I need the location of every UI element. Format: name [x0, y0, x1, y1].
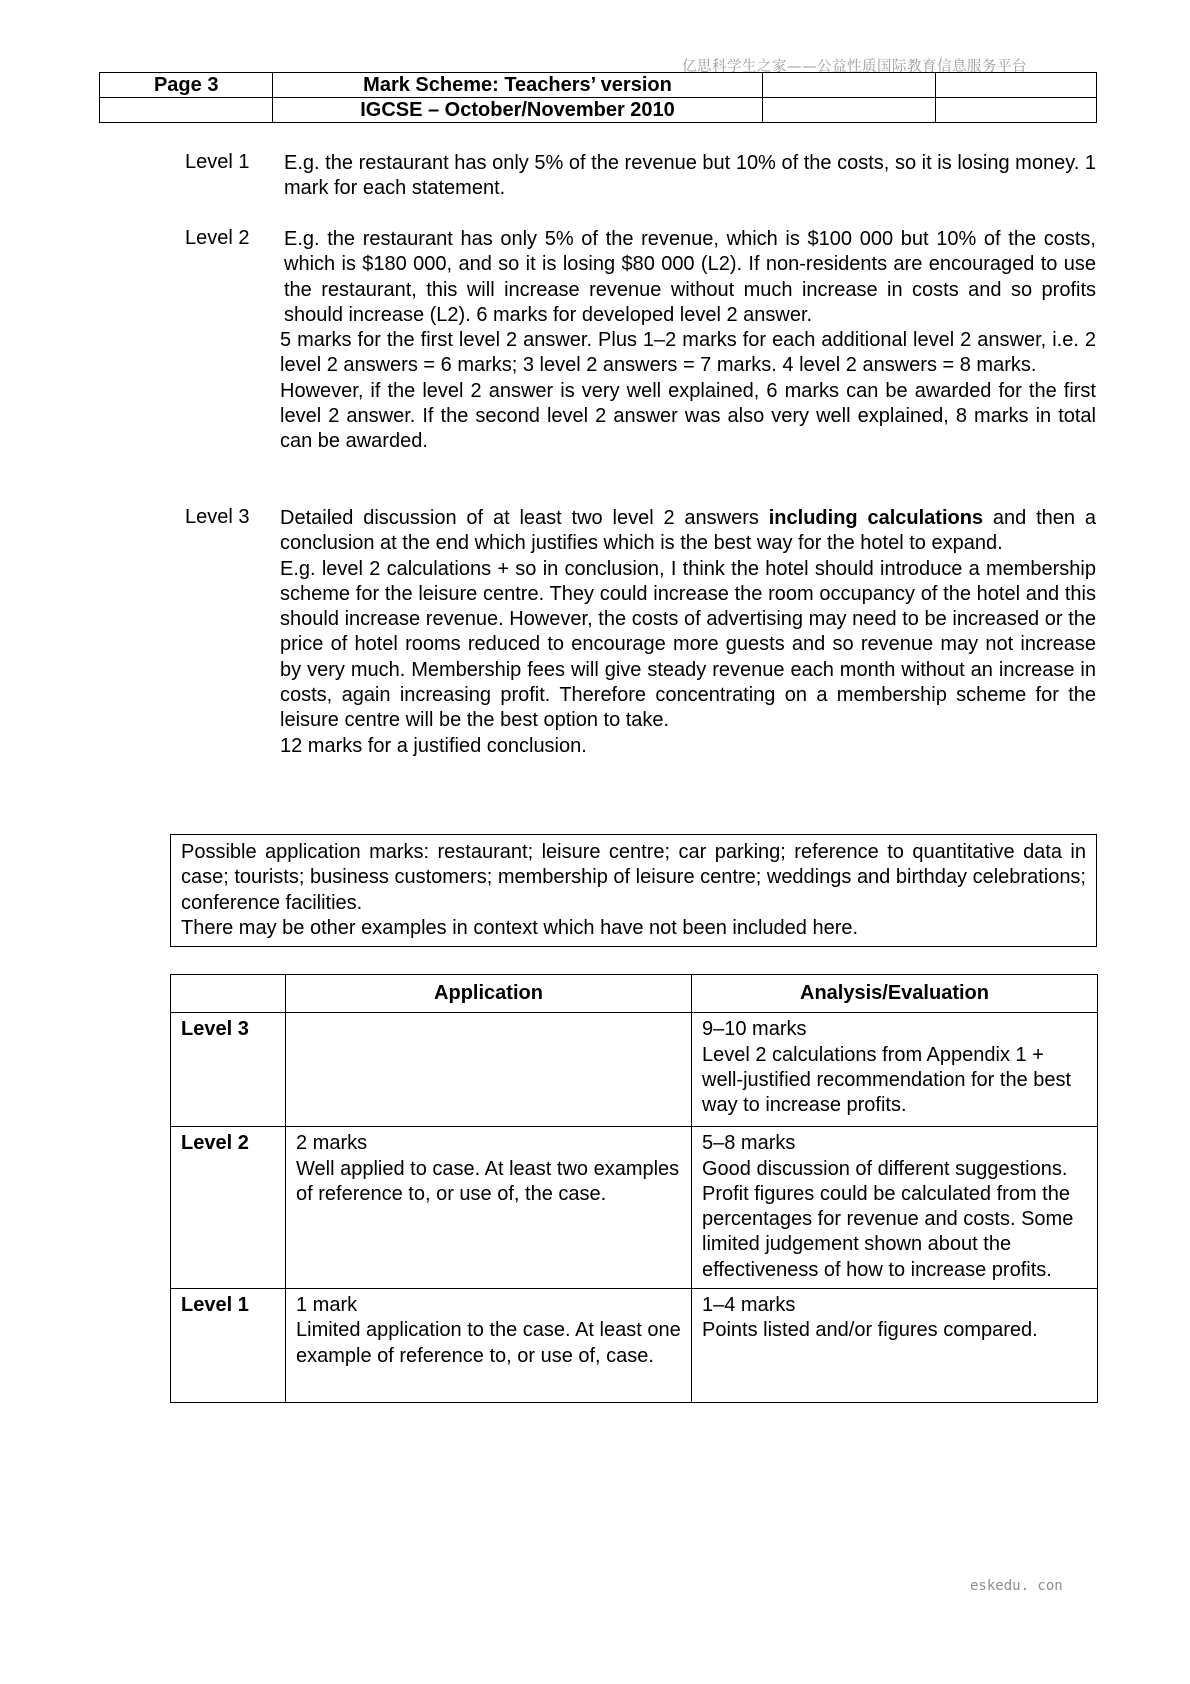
application-l1-marks: 1 mark: [296, 1294, 358, 1317]
header-blank-4: [762, 98, 935, 123]
table-row: [171, 1013, 1098, 1127]
analysis-l1-desc: Points listed and/or figures compared.: [702, 1319, 1038, 1342]
level2-paragraph-3: However, if the level 2 answer is very well explained, 6 marks can be awarded for the first level 2 answer. If the second level 2 answer was also very well explained, 8 marks in total can be awarded.: [280, 379, 1096, 453]
application-l1-desc: Limited application to the case. At least one example of reference to, or use of, case.: [296, 1319, 681, 1367]
header-blank-2: [935, 73, 1096, 98]
level1-label: Level 1: [185, 151, 250, 173]
grid-analysis-level-1: [692, 1289, 1098, 1403]
grid-analysis-level-2: [692, 1127, 1098, 1289]
application-l2-desc: Well applied to case. At least two examples of reference to, or use of, the case.: [296, 1157, 680, 1205]
analysis-l3-marks: 9–10 marks: [702, 1018, 807, 1041]
header-page: Page 3: [100, 73, 273, 98]
table-row: [171, 1289, 1098, 1403]
level3-para1-end: and then a conclusion at the end which justifies which is the best way for the hotel to expand.: [280, 507, 1096, 555]
level1-text: [284, 151, 1096, 202]
level1-paragraph: E.g. the restaurant has only 5% of the revenue but 10% of the costs, so it is losing money. 1 mark for each statement.: [284, 152, 1096, 200]
level3-text: [280, 506, 1096, 759]
grid-header-level: [171, 975, 286, 1013]
analysis-l1-marks: 1–4 marks: [702, 1294, 796, 1317]
application-l2-marks: 2 marks: [296, 1132, 368, 1155]
header-table: [99, 72, 1097, 123]
header-blank-5: [935, 98, 1096, 123]
header-exam: IGCSE – October/November 2010: [273, 98, 762, 123]
grid-application-level-1: [286, 1289, 692, 1403]
level3-paragraph-2: E.g. level 2 calculations + so in conclusion, I think the hotel should introduce a membership scheme for the leisure centre. They could increase the room occupancy of the hotel and this should increase revenue. However, the costs of advertising may need to be increased or the price of hotel rooms reduced to encourage more guests and so revenue may not increase by very much. Membership fees will give steady revenue each month without an increase in costs, again increasing profit. Therefore concentrating on a membership scheme for the leisure centre will be the best option to take.: [280, 557, 1096, 732]
level2-paragraph-2: 5 marks for the first level 2 answer. Plus 1–2 marks for each additional level 2 answer, i.e. 2 level 2 answers = 6 marks; 3 level 2 answers = 7 marks. 4 level 2 answers = 8 marks.: [280, 329, 1096, 377]
mark-grid-header-row: [171, 975, 1098, 1013]
header-title: Mark Scheme: Teachers’ version: [273, 73, 762, 98]
grid-level-3: Level 3: [171, 1013, 286, 1127]
analysis-l2-desc-1: Good discussion of different suggestions.: [702, 1157, 1068, 1180]
grid-analysis-level-3: [692, 1013, 1098, 1127]
watermark-bottom-text: eskedu. con: [970, 1578, 1063, 1594]
watermark-top-text: 亿思科学生之家——公益性质国际教育信息服务平台: [682, 59, 1027, 75]
application-box-line-2: There may be other examples in context which have not been included here.: [181, 916, 859, 939]
analysis-l2-marks: 5–8 marks: [702, 1132, 796, 1155]
mark-grid-table: [170, 974, 1098, 1403]
header-blank-3: [100, 98, 273, 123]
level2-text: [280, 227, 1096, 455]
application-box-line-1: Possible application marks: restaurant; leisure centre; car parking; reference to quantitative data in case; tourists; business customers; membership of leisure centre; weddings and birthday celebrations; conference facilities.: [181, 841, 1086, 914]
level3-label: Level 3: [185, 506, 250, 528]
level3-paragraph-1: [280, 506, 1096, 557]
grid-application-level-3: [286, 1013, 692, 1127]
application-marks-box: [170, 834, 1097, 947]
analysis-l2-desc-2: Profit figures could be calculated from the percentages for revenue and costs. Some limited judgement shown about the effectiveness of how to increase profits.: [702, 1182, 1074, 1281]
level3-paragraph-3: 12 marks for a justified conclusion.: [280, 734, 587, 757]
level2-label: Level 2: [185, 227, 250, 249]
grid-application-level-2: [286, 1127, 692, 1289]
grid-header-application: Application: [286, 975, 692, 1013]
level3-para1-bold: including calculations: [768, 507, 984, 529]
level3-para1-start: Detailed discussion of at least two level 2 answers: [280, 507, 769, 529]
grid-header-analysis: Analysis/Evaluation: [692, 975, 1098, 1013]
table-row: [171, 1127, 1098, 1289]
analysis-l3-desc: Level 2 calculations from Appendix 1 + well-justified recommendation for the best way to increase profits.: [702, 1043, 1072, 1117]
grid-level-2: Level 2: [171, 1127, 286, 1289]
grid-level-1: Level 1: [171, 1289, 286, 1403]
header-blank-1: [762, 73, 935, 98]
level2-paragraph-1: E.g. the restaurant has only 5% of the revenue, which is $100 000 but 10% of the costs, which is $180 000, and so it is losing $80 000 (L2). If non-residents are encouraged to use the restaurant, this will increase revenue without much increase in costs and so profits should increase (L2). 6 marks for developed level 2 answer.: [284, 228, 1096, 326]
